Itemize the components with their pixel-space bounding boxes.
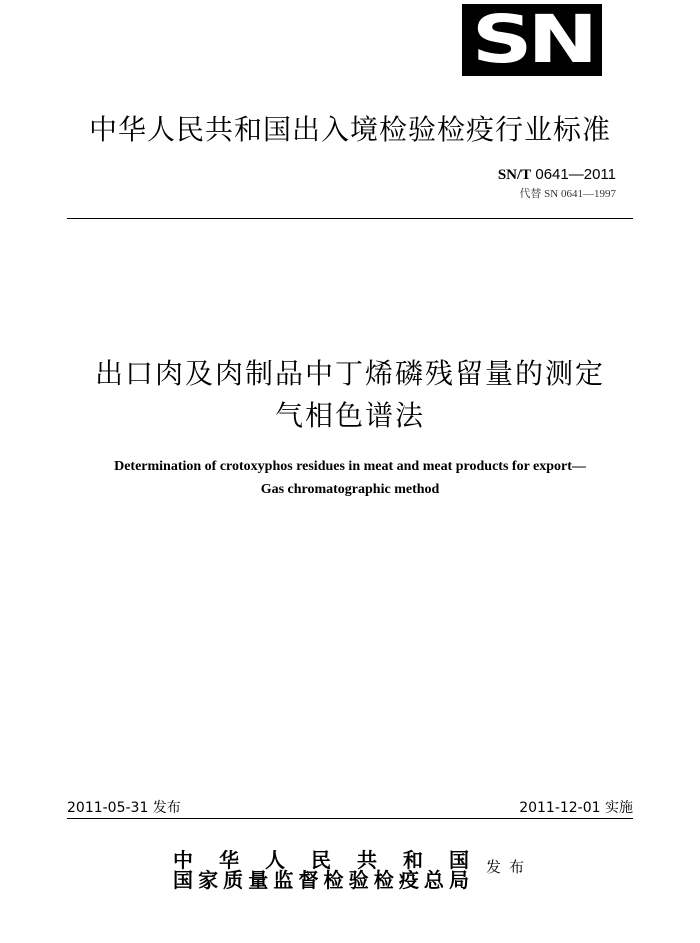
issuer-line-1: 中 华 人 民 共 和 国 <box>173 848 469 872</box>
title-chinese-line-2: 气相色谱法 <box>274 399 425 432</box>
bottom-divider <box>67 818 633 819</box>
standard-category-title: 中华人民共和国出入境检验检疫行业标准 <box>88 113 611 146</box>
issuer-line-2: 国家质量监督检验检疫总局 <box>173 868 469 892</box>
publish-date: 2011-05-31 发布 <box>67 800 181 816</box>
standard-number-value: 0641—2011 <box>531 166 616 183</box>
title-english-line-2: Gas chromatographic method <box>260 482 440 497</box>
issue-label: 发布 <box>486 858 533 876</box>
sn-logo <box>462 4 602 76</box>
top-divider <box>67 218 633 219</box>
title-english-line-1: Determination of crotoxyphos residues in meat and meat products for export— <box>114 459 586 474</box>
standard-number-prefix: SN/T <box>497 167 532 183</box>
sn-logo-text: SN <box>471 4 593 76</box>
implementation-date: 2011-12-01 实施 <box>519 800 633 816</box>
replaces-standard: 代替 SN 0641—1997 <box>519 188 616 200</box>
standard-number <box>498 166 616 184</box>
title-chinese-line-1: 出口肉及肉制品中丁烯磷残留量的测定 <box>94 357 605 390</box>
